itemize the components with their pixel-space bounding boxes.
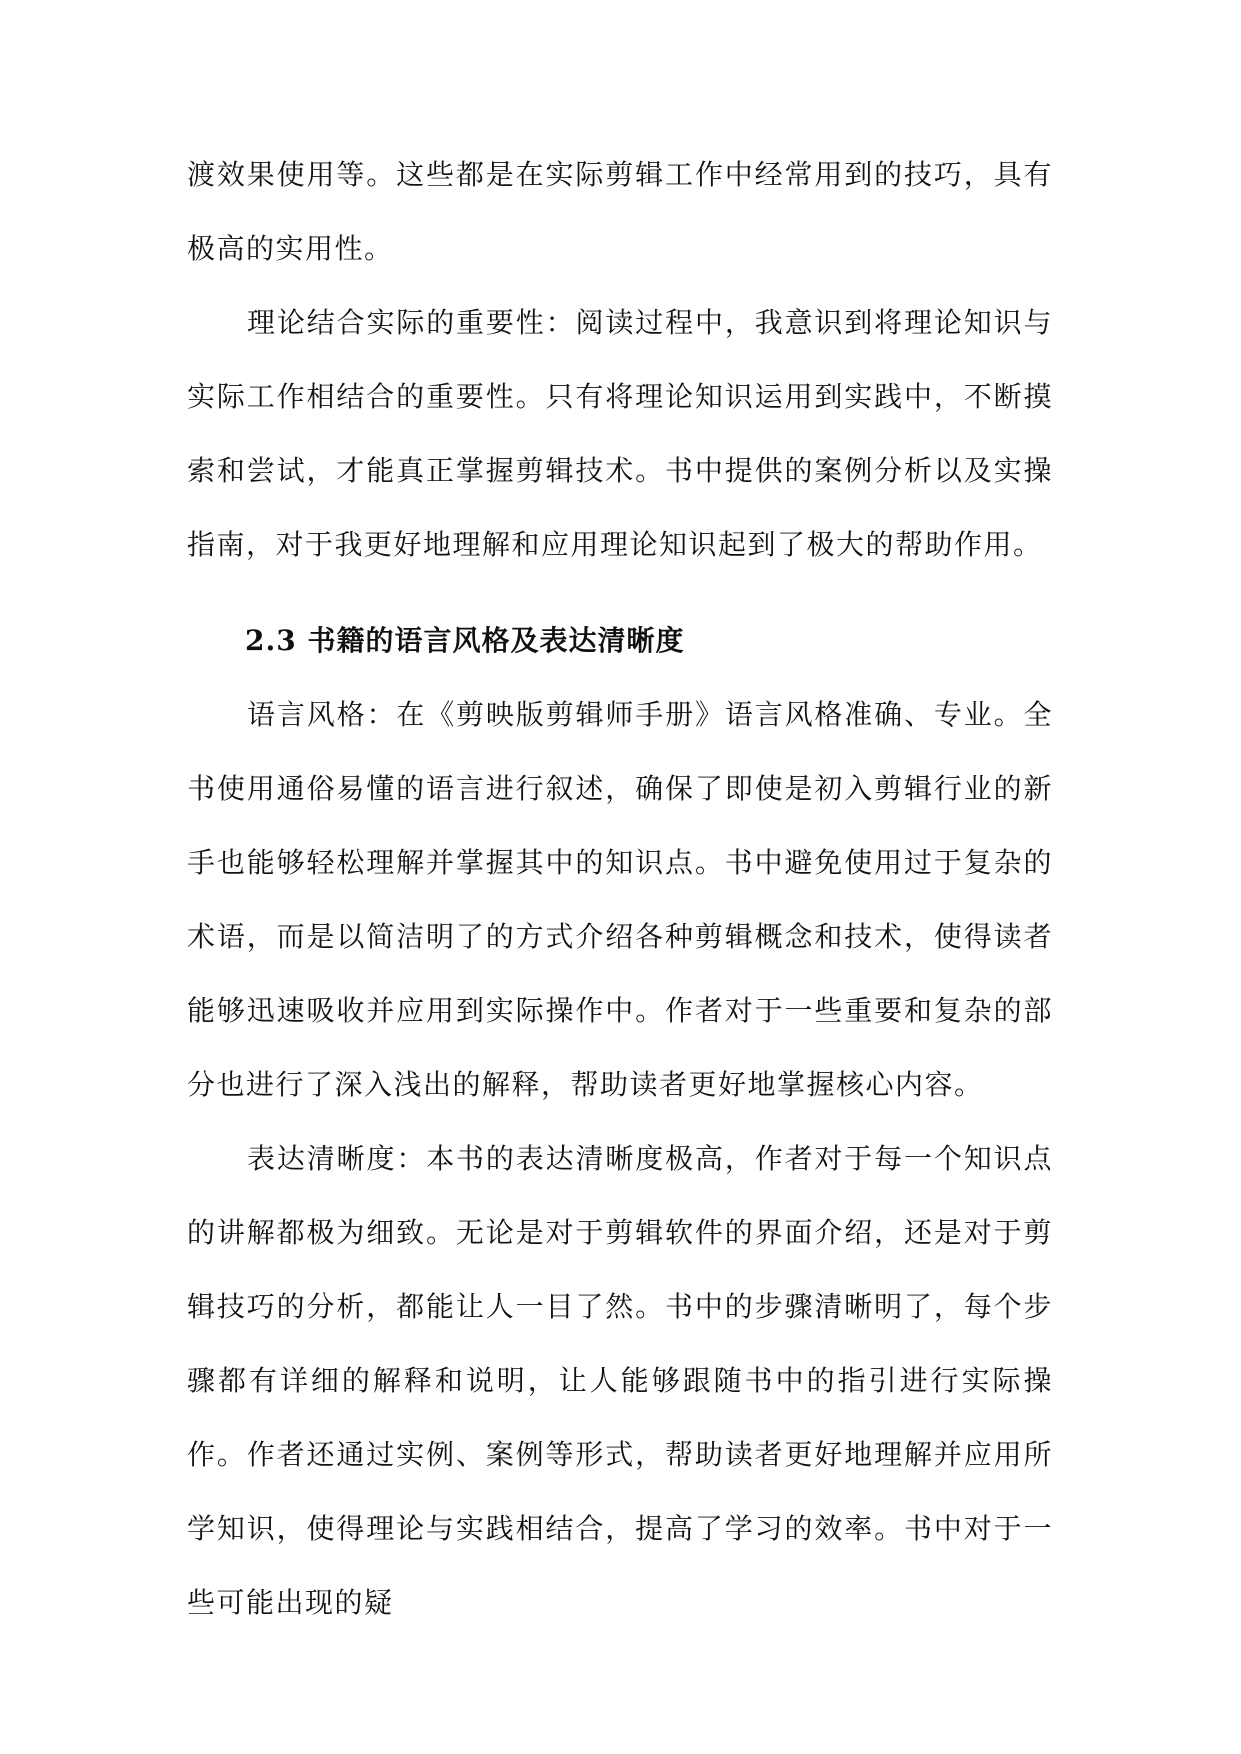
section-heading: 2.3 书籍的语言风格及表达清晰度 — [245, 624, 685, 657]
paragraph-expression-clarity: 表达清晰度：本书的表达清晰度极高，作者对于每一个知识点的讲解都极为细致。无论是对于剪辑软件的界面介绍，还是对于剪辑技巧的分析，都能让人一目了然。书中的步骤清晰明了，每个步骤都有详细的解释和说明，让人能够跟随书中的指引进行实际操作。作者还通过实例、案例等形式，帮助读者更好地理解并应用所学知识，使得理论与实践相结合，提高了学习的效率。书中对于一些可能出现的疑 — [187, 1142, 1053, 1619]
paragraph-transition-effects: 渡效果使用等。这些都是在实际剪辑工作中经常用到的技巧，具有极高的实用性。 — [187, 158, 1053, 265]
paragraph-language-style: 语言风格：在《剪映版剪辑师手册》语言风格准确、专业。全书使用通俗易懂的语言进行叙述，确保了即使是初入剪辑行业的新手也能够轻松理解并掌握其中的知识点。书中避免使用过于复杂的术语，而是以简洁明了的方式介绍各种剪辑概念和技术，使得读者能够迅速吸收并应用到实际操作中。作者对于一些重要和复杂的部分也进行了深入浅出的解释，帮助读者更好地掌握核心内容。 — [187, 698, 1053, 1101]
document-body — [187, 138, 1053, 1640]
paragraph-theory-practice: 理论结合实际的重要性：阅读过程中，我意识到将理论知识与实际工作相结合的重要性。只有将理论知识运用到实践中，不断摸索和尝试，才能真正掌握剪辑技术。书中提供的案例分析以及实操指南，对于我更好地理解和应用理论知识起到了极大的帮助作用。 — [187, 306, 1053, 561]
